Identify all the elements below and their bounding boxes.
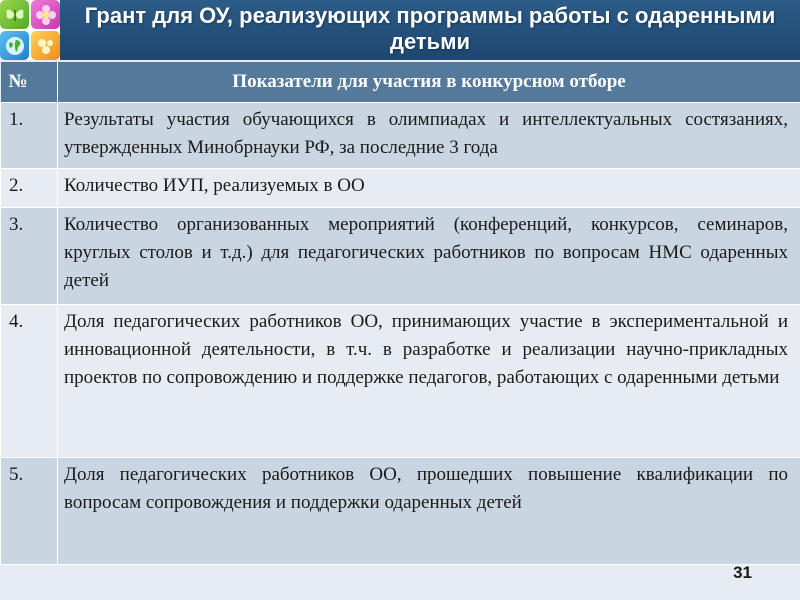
- table-row: [1, 458, 800, 565]
- criteria-table: [0, 62, 800, 565]
- page-number: 31: [733, 563, 752, 582]
- row-number: 4.: [1, 305, 58, 458]
- column-header-criteria: Показатели для участия в конкурсном отборе: [58, 62, 800, 103]
- row-number: 3.: [1, 208, 58, 305]
- flower-icon: [31, 0, 60, 29]
- row-text: Количество ИУП, реализуемых в ОО: [58, 169, 800, 208]
- logo: [0, 0, 60, 60]
- row-number: 5.: [1, 458, 58, 565]
- slide-header: [0, 0, 800, 60]
- column-header-number: №: [1, 62, 58, 103]
- row-text: Доля педагогических работников ОО, прошедших повышение квалификации по вопросам сопровождения и поддержки одаренных детей: [58, 458, 800, 565]
- table-row: [1, 169, 800, 208]
- row-number: 2.: [1, 169, 58, 208]
- row-text: Количество организованных мероприятий (конференций, конкурсов, семинаров, круглых столов и т.д.) для педагогических работников по вопросам НМС одаренных детей: [58, 208, 800, 305]
- table-row: [1, 103, 800, 169]
- row-text: Доля педагогических работников ОО, принимающих участие в экспериментальной и инновационной деятельности, в т.ч. в разработке и реализации научно-прикладных проектов по сопровождению и поддержке педагогов, работающих с одаренными детьми: [58, 305, 800, 458]
- row-text: Результаты участия обучающихся в олимпиадах и интеллектуальных состязаниях, утвержденных Минобрнауки РФ, за последние 3 года: [58, 103, 800, 169]
- globe-icon: [0, 31, 29, 60]
- table-row: [1, 208, 800, 305]
- slide-title: Грант для ОУ, реализующих программы работы с одаренными детьми: [84, 3, 776, 54]
- butterfly-icon: [0, 0, 29, 29]
- table-header-row: [1, 62, 800, 103]
- dots-icon: [31, 31, 60, 60]
- row-number: 1.: [1, 103, 58, 169]
- table-row: [1, 305, 800, 458]
